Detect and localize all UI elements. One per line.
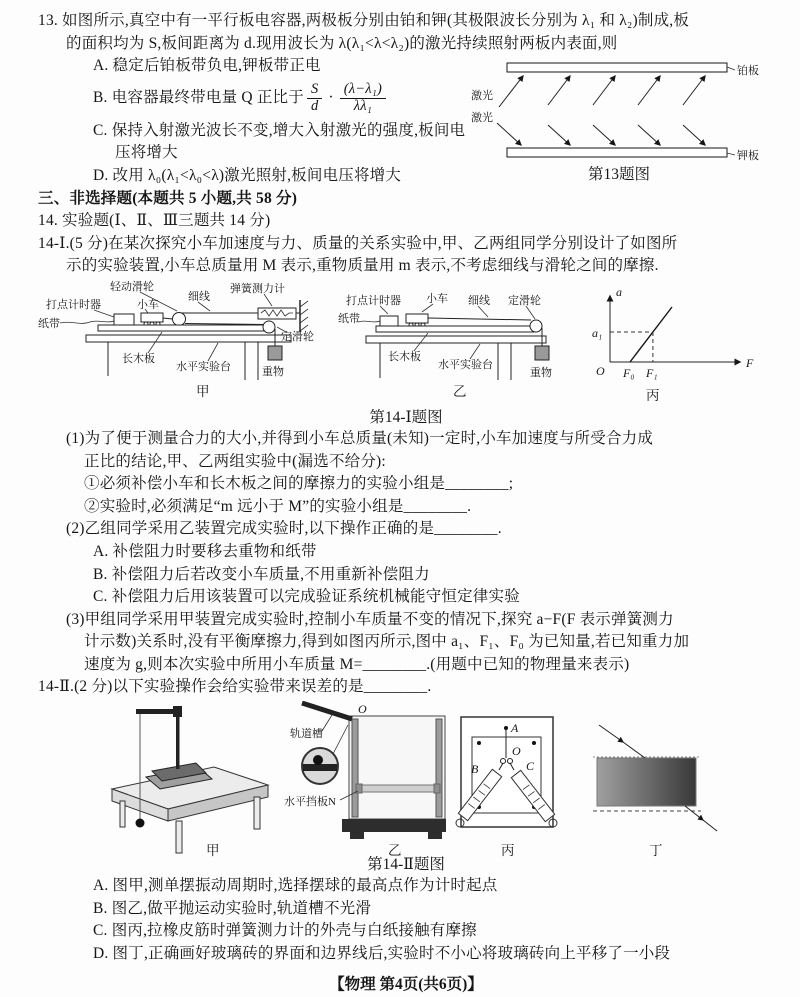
section-3-heading: 三、非选择题(本题共 5 小题,共 58 分) [38, 189, 298, 207]
paper-tape-yi [358, 321, 380, 322]
fraction-s-over-d: $\frac{S}{d}$ [307, 82, 322, 115]
table-leg [120, 801, 125, 827]
ticker-timer-yi [380, 316, 398, 326]
glass-brick-diagram [589, 701, 729, 859]
spring-scale [253, 308, 296, 319]
track-groove [302, 703, 352, 719]
question-14-1 [38, 233, 774, 677]
table-leg [176, 821, 182, 853]
question-13 [38, 10, 774, 188]
track-groove-label: 轨道槽 [290, 728, 323, 741]
q13-option-c-line2: 压将增大 [115, 144, 178, 162]
q14I-part1-line2: 正比的结论,甲、乙两组实验中(漏选不给分): [84, 452, 386, 470]
movable-pulley-label: 轻动滑轮 [110, 280, 154, 293]
fraction-lambda: $\frac{\text{(λ−λ₁)}}{\text{λλ₁}}$ [340, 82, 386, 115]
board-base [342, 819, 446, 832]
q14II-option-c: C. 图丙,拉橡皮筋时弹簧测力计的外壳与白纸接触有摩擦 [93, 922, 477, 940]
table-label-jia: 水平实验台 [176, 360, 231, 373]
apparatus-jia-diagram [38, 280, 338, 400]
weight-label-yi: 重物 [530, 366, 552, 379]
axis-a-label: a [616, 284, 622, 299]
q14I-figures [38, 280, 774, 408]
stand-rod [176, 711, 180, 769]
q13-option-b-text: B. 电容器最终带电量 Q 正比于 [93, 89, 304, 107]
q14I-part2: (2)乙组同学采用乙装置完成实验时,以下操作正确的是________. [66, 520, 502, 538]
spring-scale-label: 弹簧测力计 [230, 282, 285, 295]
projectile-board-diagram [282, 701, 447, 859]
pin [532, 741, 536, 745]
capacitor-laser-diagram [469, 57, 769, 165]
a1-label: a₁ [592, 325, 603, 340]
point-O-label: O [358, 702, 367, 717]
board [349, 716, 445, 819]
tape-label-jia: 纸带 [38, 317, 60, 330]
cart-label-jia: 小车 [137, 298, 159, 311]
caption2-yi: 乙 [388, 843, 402, 859]
q13-figure-caption: 第13题图 [587, 166, 650, 184]
caption-yi: 乙 [453, 383, 467, 399]
table-jia [86, 335, 291, 342]
q14I-part3-line1: (3)甲组同学采用甲装置完成实验时,控制小车质量不变的情况下,探究 a−F(F 表示弹簧测力 [66, 610, 674, 628]
plank-label-yi: 长木板 [388, 350, 421, 363]
q13-line2: 的面积均为 S,板间距离为 d.现用波长为 λ(λ₁<λ<λ₂)的激光持续照射两板内表面,则 [66, 34, 618, 52]
pendulum-bob [136, 819, 145, 828]
a-F-line [630, 307, 672, 362]
q13-options-and-figure [38, 55, 774, 187]
caption2-bing: 丙 [501, 843, 515, 859]
q14I-part1-item1: ①必须补偿小车和长木板之间的摩擦力的实验小组是________; [84, 475, 514, 493]
plate2-label: 钾板 [737, 150, 759, 163]
q14II-figures [38, 701, 774, 859]
q13-option-c-line1: C. 保持入射激光波长不变,增大入射激光的强度,板间电 [93, 121, 466, 139]
string-label-jia: 细线 [188, 290, 210, 303]
laser2-label: 激光 [471, 112, 493, 125]
fixed-pulley-label-jia: 定滑轮 [281, 330, 314, 343]
timer-label-jia: 打点计时器 [46, 298, 101, 311]
baffle-end [434, 784, 440, 793]
platinum-plate [507, 63, 727, 72]
board-foot [350, 832, 364, 839]
tape-label-yi: 纸带 [338, 312, 360, 325]
board-foot [428, 832, 442, 839]
cart-yi [406, 314, 428, 327]
incident-ray-cont [623, 742, 645, 758]
q14I-line2: 示的实验装置,小车总质量用 M 表示,重物质量用 m 表示,不考虑细线与滑轮之间的摩擦. [66, 257, 659, 275]
caption2-jia: 甲 [206, 843, 220, 859]
q14I-part2-option-c: C. 补偿阻力后用该装置可以完成验证系统机械能守恒定律实验 [93, 588, 520, 606]
q13-option-b [93, 78, 469, 120]
exit-ray [685, 806, 703, 820]
q14II-option-b: B. 图乙,做平抛运动实验时,轨道槽不光滑 [93, 899, 372, 917]
q14I-part2-option-b: B. 补偿阻力后若改变小车质量,不用重新补偿阻力 [93, 565, 430, 583]
caption2-ding: 丁 [649, 843, 663, 859]
glass-brick [597, 758, 696, 806]
string-yi [428, 318, 531, 320]
laser1-label: 激光 [471, 90, 493, 103]
q13-line1: 13. 如图所示,真空中有一平行板电容器,两极板分别由铂和钾(其极限波长分别为 λ₁ 和 λ₂)制成,板 [38, 12, 690, 29]
weight-label-jia: 重物 [262, 365, 284, 378]
exit-ray-cont [703, 820, 717, 831]
q14-heading: 14. 实验题(Ⅰ、Ⅱ、Ⅲ三题共 14 分) [38, 212, 271, 230]
q14I-line1: 14-Ⅰ.(5 分)在某次探究小车加速度与力、质量的关系实验中,甲、乙两组同学分别设计了如图所 [38, 234, 678, 252]
q13-option-a: A. 稳定后铂板带负电,钾板带正电 [93, 57, 321, 75]
point-A-label: A [511, 721, 519, 736]
point-O-label: O [512, 744, 521, 759]
q14I-part2-option-a: A. 补偿阻力时要移去重物和纸带 [93, 542, 317, 560]
table-yi [366, 336, 546, 343]
q14I-part3-line3: 速度为 g,则本次实验中所用小车质量 M=________.(用题中已知的物理量来表示) [84, 655, 630, 673]
plank-yi [376, 326, 534, 332]
label-B: B [471, 762, 479, 777]
q13-figure [469, 55, 774, 187]
weight-jia [268, 346, 282, 360]
laser-arrows-down [497, 123, 705, 145]
string-label-yi: 细线 [468, 294, 490, 307]
plank-jia [98, 325, 273, 331]
potassium-plate [507, 148, 727, 157]
label-C: C [526, 759, 535, 774]
page-footer: 【物理 第4页(共6页)】 [329, 976, 483, 994]
board-post-right [436, 719, 442, 817]
F1-label: F₁ [646, 365, 658, 380]
plate1-label: 铂板 [737, 65, 759, 78]
axis-F-label: F [746, 355, 754, 370]
q14I-part1-item2: ②实验时,必须满足“m 远小于 M”的实验小组是________. [84, 497, 472, 515]
table-label-yi: 水平实验台 [438, 358, 493, 371]
fixed-pulley-label-yi: 定滑轮 [508, 294, 541, 307]
a-F-graph [588, 280, 773, 408]
ticker-timer-jia [114, 314, 134, 325]
cart-jia [141, 313, 163, 326]
caption-jia: 甲 [196, 383, 210, 399]
laser-arrows-up [499, 76, 705, 107]
point-A [504, 726, 508, 730]
paper-tape-jia [60, 321, 114, 323]
q14II-figure-caption: 第14-Ⅱ题图 [367, 856, 445, 874]
multiplication-dot: · [328, 89, 334, 107]
board-post-left [352, 719, 358, 817]
table-leg [254, 797, 260, 829]
movable-pulley [173, 312, 186, 325]
F0-label: F₀ [623, 365, 635, 380]
wall-hatch [296, 300, 308, 332]
apparatus-yi-diagram [338, 280, 588, 400]
cart-label-yi: 小车 [426, 292, 448, 305]
pendulum-stand-diagram [106, 701, 276, 859]
incident-ray [599, 725, 623, 742]
weight-yi [535, 346, 549, 360]
horizontal-baffle [356, 785, 440, 792]
q14II-option-d: D. 图丁,正确画好玻璃砖的界面和边界线后,实验时不小心将玻璃砖向上平移了一小段 [93, 944, 671, 962]
timer-label-yi: 打点计时器 [346, 294, 401, 307]
stand-clamp [173, 706, 182, 717]
origin-label: O [596, 363, 605, 378]
question-14-2 [38, 676, 774, 965]
caption-bing: 丙 [646, 387, 660, 403]
plank-label-jia: 长木板 [122, 352, 155, 365]
q14II-option-a: A. 图甲,测单摆振动周期时,选择摆球的最高点作为计时起点 [93, 877, 498, 895]
fixed-pulley-yi [530, 320, 542, 332]
q14I-figure-caption: 第14-Ⅰ题图 [369, 408, 443, 426]
q14I-part3-line2: 计示数)关系时,没有平衡摩擦力,得到如图丙所示,图中 a₁、F₁、F₀ 为已知量,若已知重力加 [84, 633, 690, 651]
baffle-label: 水平挡板N [284, 796, 336, 809]
pin [477, 741, 481, 745]
q13-option-d: D. 改用 λ₀(λ₁<λ₀<λ)激光照射,板间电压将增大 [93, 166, 402, 184]
fixed-pulley-jia [263, 321, 275, 333]
force-board-diagram [453, 701, 583, 859]
q14I-part1-line1: (1)为了便于测量合力的大小,并得到小车总质量(未知)一定时,小车加速度与所受合力成 [66, 429, 654, 447]
string-to-pulley [185, 323, 264, 324]
q13-options [38, 55, 469, 187]
q14II-heading: 14-Ⅱ.(2 分)以下实验操作会给实验带来误差的是________. [38, 678, 432, 696]
